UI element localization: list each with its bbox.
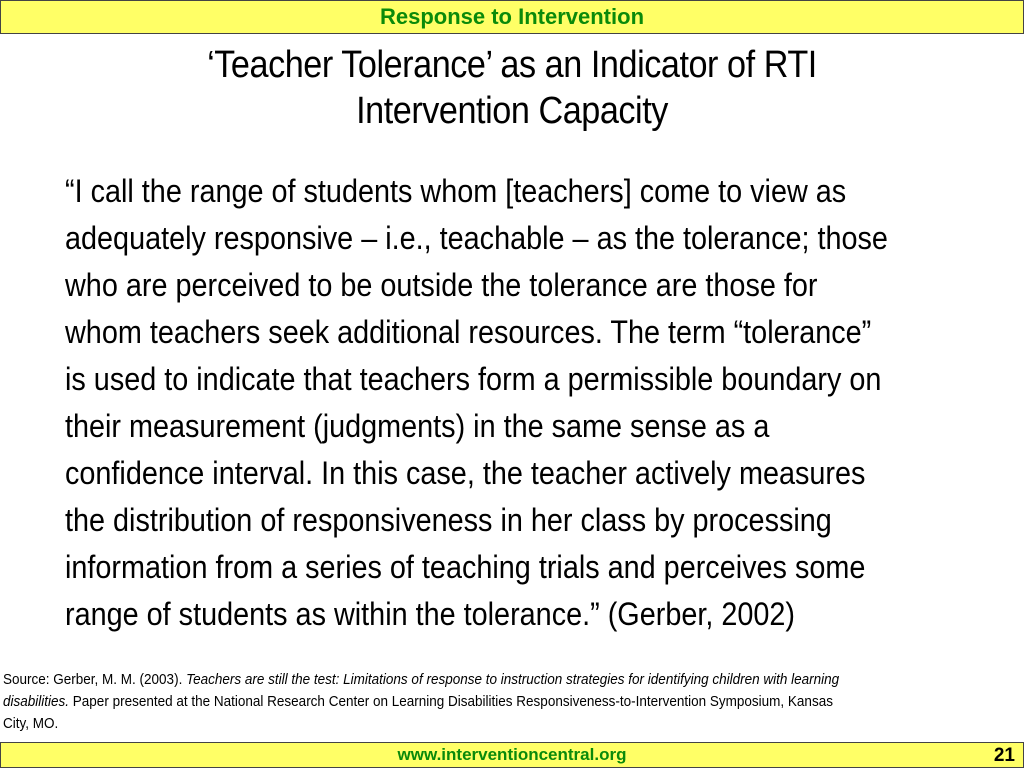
slide-title xyxy=(51,42,973,134)
quote-line: confidence interval. In this case, the teacher actively measures xyxy=(65,455,866,491)
quote-line: range of students as within the tolerance.” (Gerber, 2002) xyxy=(65,596,796,632)
quote-line: the distribution of responsiveness in her class by processing xyxy=(65,502,832,538)
quote-block xyxy=(65,168,1001,638)
quote-line: “I call the range of students whom [teachers] come to view as xyxy=(65,173,847,209)
source-title-part-1: Teachers are still the test: Limitations of response to instruction strategies for identifying children with learning xyxy=(186,671,840,688)
source-title-part-2: disabilities. xyxy=(3,693,70,710)
source-line-1 xyxy=(3,669,993,691)
banner-title: Response to Intervention xyxy=(379,4,645,29)
source-details: Paper presented at the National Research Center on Learning Disabilities Responsiveness-to-Intervention Symposium, Kansas xyxy=(69,693,833,710)
source-citation xyxy=(3,669,993,735)
quote-line: whom teachers seek additional resources. The term “tolerance” xyxy=(65,314,872,350)
bottom-banner xyxy=(0,742,1024,768)
quote-line: is used to indicate that teachers form a permissible boundary on xyxy=(65,361,882,397)
source-prefix: Source: Gerber, M. M. (2003). xyxy=(3,671,187,688)
source-line-3: City, MO. xyxy=(3,715,59,732)
quote-line: who are perceived to be outside the tolerance are those for xyxy=(65,267,818,303)
slide-title-line-2: Intervention Capacity xyxy=(356,90,668,132)
top-banner xyxy=(0,0,1024,34)
quote-line: information from a series of teaching trials and perceives some xyxy=(65,549,866,585)
page-number: 21 xyxy=(993,745,1015,766)
source-line-2 xyxy=(3,691,993,713)
quote-line: their measurement (judgments) in the same sense as a xyxy=(65,408,770,444)
quote-line: adequately responsive – i.e., teachable – as the tolerance; those xyxy=(65,220,888,256)
slide-title-line-1: ‘Teacher Tolerance’ as an Indicator of RTI xyxy=(207,44,817,86)
footer-url: www.interventioncentral.org xyxy=(397,745,627,764)
